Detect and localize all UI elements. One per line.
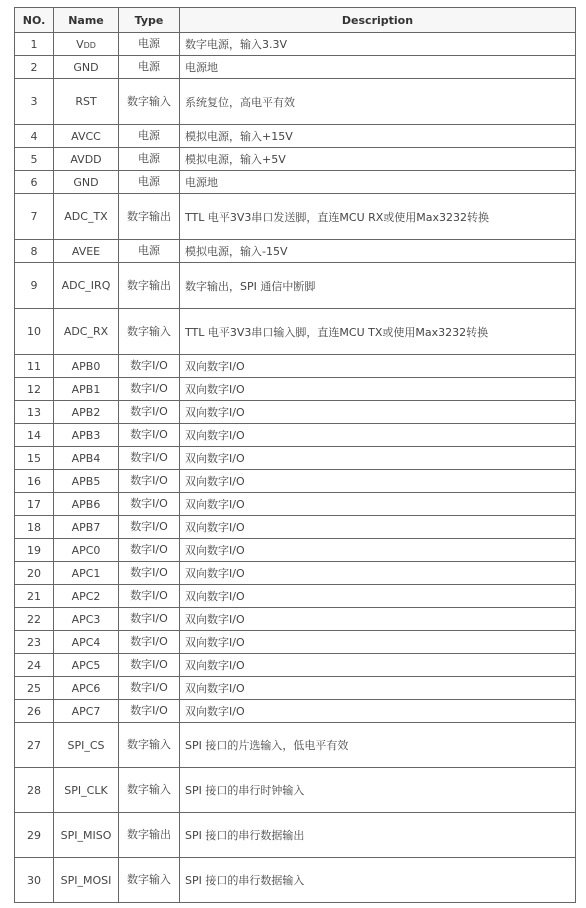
cell-description: 双向数字I/O	[180, 585, 576, 608]
cell-description: 双向数字I/O	[180, 424, 576, 447]
cell-name: APC3	[54, 608, 119, 631]
cell-no: 8	[15, 240, 54, 263]
cell-name: APB0	[54, 355, 119, 378]
table-row	[15, 700, 576, 723]
table-row	[15, 562, 576, 585]
cell-no: 24	[15, 654, 54, 677]
cell-type: 数字输入	[119, 309, 180, 355]
cell-description: 双向数字I/O	[180, 470, 576, 493]
cell-name: SPI_CS	[54, 723, 119, 768]
cell-type: 数字I/O	[119, 562, 180, 585]
cell-no: 9	[15, 263, 54, 309]
cell-name: APC0	[54, 539, 119, 562]
cell-description: 双向数字I/O	[180, 562, 576, 585]
cell-no: 1	[15, 33, 54, 56]
cell-description: 数字输出，SPI 通信中断脚	[180, 263, 576, 309]
cell-name: SPI_MOSI	[54, 858, 119, 903]
table-row	[15, 677, 576, 700]
table-body	[15, 33, 576, 903]
table-row	[15, 631, 576, 654]
table-row	[15, 263, 576, 309]
table-row	[15, 378, 576, 401]
cell-type: 数字输入	[119, 723, 180, 768]
cell-description: 双向数字I/O	[180, 654, 576, 677]
cell-no: 20	[15, 562, 54, 585]
cell-no: 21	[15, 585, 54, 608]
cell-type: 电源	[119, 56, 180, 79]
cell-name: APC1	[54, 562, 119, 585]
cell-name: APB5	[54, 470, 119, 493]
cell-description: 双向数字I/O	[180, 631, 576, 654]
table-row	[15, 171, 576, 194]
cell-name: APB4	[54, 447, 119, 470]
cell-no: 10	[15, 309, 54, 355]
cell-no: 27	[15, 723, 54, 768]
cell-name: APC5	[54, 654, 119, 677]
header-type: Type	[119, 8, 180, 33]
cell-description: 双向数字I/O	[180, 401, 576, 424]
cell-no: 30	[15, 858, 54, 903]
cell-type: 数字I/O	[119, 585, 180, 608]
cell-type: 数字I/O	[119, 355, 180, 378]
table-row	[15, 493, 576, 516]
cell-name: ADC_IRQ	[54, 263, 119, 309]
cell-type: 电源	[119, 33, 180, 56]
cell-description: 双向数字I/O	[180, 378, 576, 401]
cell-type: 数字输出	[119, 194, 180, 240]
table-row	[15, 470, 576, 493]
table-row	[15, 516, 576, 539]
cell-name: APB1	[54, 378, 119, 401]
cell-name: SPI_CLK	[54, 768, 119, 813]
cell-type: 电源	[119, 148, 180, 171]
cell-type: 电源	[119, 240, 180, 263]
cell-type: 数字I/O	[119, 539, 180, 562]
cell-no: 16	[15, 470, 54, 493]
cell-type: 数字I/O	[119, 516, 180, 539]
table-row	[15, 424, 576, 447]
cell-no: 13	[15, 401, 54, 424]
table-header-row	[15, 8, 576, 33]
cell-description: 双向数字I/O	[180, 355, 576, 378]
cell-no: 4	[15, 125, 54, 148]
cell-description: 双向数字I/O	[180, 447, 576, 470]
cell-type: 数字I/O	[119, 631, 180, 654]
table-row	[15, 125, 576, 148]
cell-description: 双向数字I/O	[180, 677, 576, 700]
cell-type: 数字输入	[119, 858, 180, 903]
table-row	[15, 608, 576, 631]
cell-type: 数字I/O	[119, 654, 180, 677]
cell-name: APC4	[54, 631, 119, 654]
table-row	[15, 447, 576, 470]
table-row	[15, 79, 576, 125]
cell-name: APC2	[54, 585, 119, 608]
table-row	[15, 240, 576, 263]
cell-type: 数字I/O	[119, 700, 180, 723]
cell-description: TTL 电平3V3串口输入脚，直连MCU TX或使用Max3232转换	[180, 309, 576, 355]
cell-name: AVEE	[54, 240, 119, 263]
cell-no: 12	[15, 378, 54, 401]
header-no: NO.	[15, 8, 54, 33]
cell-description: 双向数字I/O	[180, 516, 576, 539]
pin-table	[14, 7, 576, 903]
table-row	[15, 33, 576, 56]
cell-no: 22	[15, 608, 54, 631]
table-row	[15, 813, 576, 858]
table-row	[15, 309, 576, 355]
cell-name: APB3	[54, 424, 119, 447]
cell-no: 19	[15, 539, 54, 562]
cell-name: GND	[54, 171, 119, 194]
cell-no: 3	[15, 79, 54, 125]
table-row	[15, 539, 576, 562]
cell-description: 模拟电源，输入-15V	[180, 240, 576, 263]
pin-table-container	[14, 7, 575, 903]
cell-type: 数字I/O	[119, 401, 180, 424]
cell-description: 双向数字I/O	[180, 493, 576, 516]
cell-type: 数字输出	[119, 263, 180, 309]
cell-type: 电源	[119, 125, 180, 148]
table-row	[15, 585, 576, 608]
cell-no: 25	[15, 677, 54, 700]
cell-type: 数字I/O	[119, 493, 180, 516]
cell-description: SPI 接口的串行数据输出	[180, 813, 576, 858]
cell-name-subscript: DD	[83, 40, 96, 50]
cell-no: 29	[15, 813, 54, 858]
cell-description: 电源地	[180, 171, 576, 194]
cell-type: 数字I/O	[119, 608, 180, 631]
cell-name: APB7	[54, 516, 119, 539]
cell-no: 6	[15, 171, 54, 194]
cell-description: SPI 接口的串行数据输入	[180, 858, 576, 903]
cell-no: 18	[15, 516, 54, 539]
cell-description: 系统复位，高电平有效	[180, 79, 576, 125]
header-name: Name	[54, 8, 119, 33]
cell-name: APB2	[54, 401, 119, 424]
cell-description: 电源地	[180, 56, 576, 79]
header-description: Description	[180, 8, 576, 33]
cell-no: 5	[15, 148, 54, 171]
cell-description: 双向数字I/O	[180, 608, 576, 631]
cell-type: 数字I/O	[119, 470, 180, 493]
cell-description: 模拟电源，输入+5V	[180, 148, 576, 171]
table-row	[15, 858, 576, 903]
cell-name-main: V	[76, 37, 84, 51]
table-row	[15, 723, 576, 768]
cell-no: 26	[15, 700, 54, 723]
cell-no: 17	[15, 493, 54, 516]
cell-no: 28	[15, 768, 54, 813]
cell-description: 双向数字I/O	[180, 539, 576, 562]
cell-name: APC7	[54, 700, 119, 723]
cell-type: 数字I/O	[119, 378, 180, 401]
cell-no: 15	[15, 447, 54, 470]
cell-name: RST	[54, 79, 119, 125]
cell-description: TTL 电平3V3串口发送脚，直连MCU RX或使用Max3232转换	[180, 194, 576, 240]
cell-name: ADC_TX	[54, 194, 119, 240]
cell-type: 数字I/O	[119, 447, 180, 470]
cell-description: 数字电源，输入3.3V	[180, 33, 576, 56]
cell-type: 数字I/O	[119, 677, 180, 700]
table-row	[15, 401, 576, 424]
cell-name: AVDD	[54, 148, 119, 171]
cell-name: ADC_RX	[54, 309, 119, 355]
cell-type: 数字输入	[119, 79, 180, 125]
cell-type: 数字输出	[119, 813, 180, 858]
cell-description: SPI 接口的串行时钟输入	[180, 768, 576, 813]
cell-name: GND	[54, 56, 119, 79]
cell-name: SPI_MISO	[54, 813, 119, 858]
table-row	[15, 768, 576, 813]
cell-no: 14	[15, 424, 54, 447]
table-row	[15, 148, 576, 171]
table-row	[15, 194, 576, 240]
cell-description: 双向数字I/O	[180, 700, 576, 723]
cell-name: APB6	[54, 493, 119, 516]
cell-name	[54, 33, 119, 56]
cell-no: 11	[15, 355, 54, 378]
cell-no: 2	[15, 56, 54, 79]
cell-no: 7	[15, 194, 54, 240]
table-row	[15, 56, 576, 79]
cell-type: 电源	[119, 171, 180, 194]
cell-name: APC6	[54, 677, 119, 700]
cell-description: 模拟电源，输入+15V	[180, 125, 576, 148]
cell-description: SPI 接口的片选输入，低电平有效	[180, 723, 576, 768]
cell-type: 数字输入	[119, 768, 180, 813]
cell-name: AVCC	[54, 125, 119, 148]
cell-type: 数字I/O	[119, 424, 180, 447]
cell-no: 23	[15, 631, 54, 654]
table-row	[15, 654, 576, 677]
table-row	[15, 355, 576, 378]
